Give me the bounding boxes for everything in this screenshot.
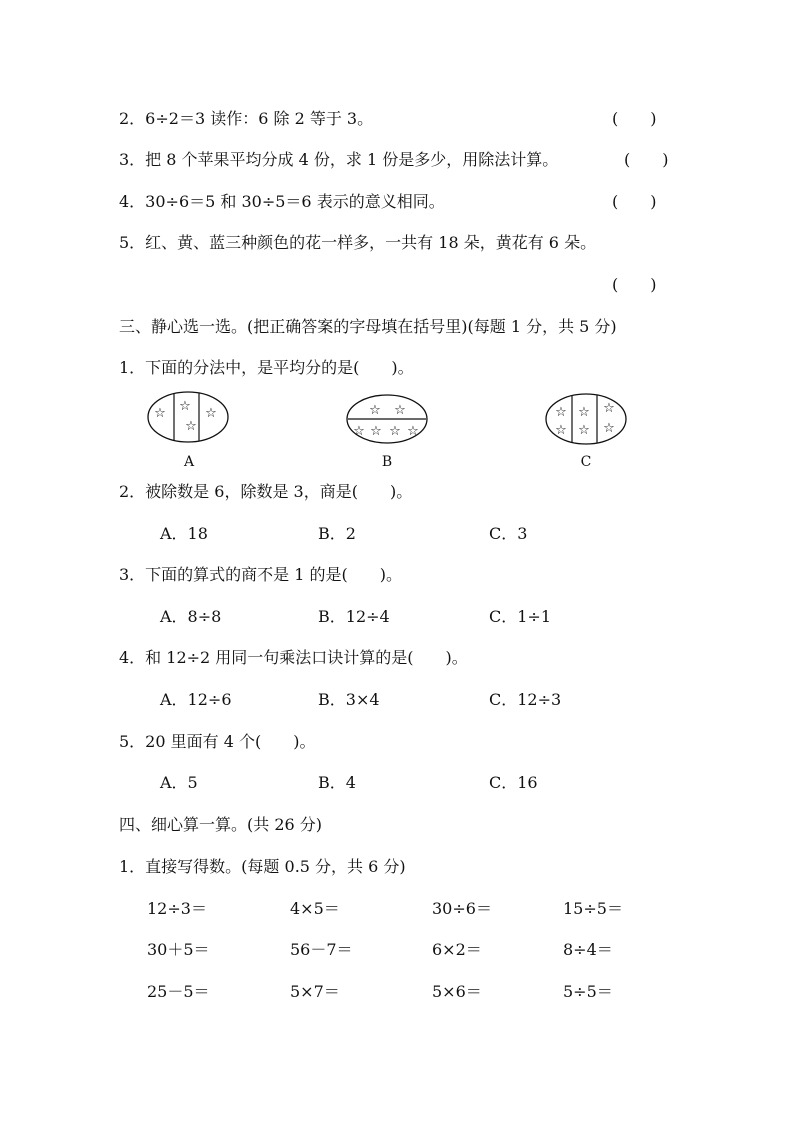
star-icon: ☆ <box>205 406 217 421</box>
star-icon: ☆ <box>407 424 419 439</box>
calc-item[interactable]: 5÷5＝ <box>563 982 613 1001</box>
option-a[interactable]: A．5 <box>160 773 198 792</box>
calc-item[interactable]: 30＋5＝ <box>147 940 210 959</box>
star-icon: ☆ <box>603 401 615 416</box>
calc-item[interactable]: 25－5＝ <box>147 982 210 1001</box>
star-icon: ☆ <box>578 405 590 420</box>
calc-item[interactable]: 5×7＝ <box>290 982 340 1001</box>
choice-q5: 5．20 里面有 4 个( )。 <box>119 732 316 751</box>
section-4-sub1: 1．直接写得数。(每题 0.5 分，共 6 分) <box>119 857 406 876</box>
calc-item[interactable]: 4×5＝ <box>290 899 340 918</box>
answer-paren-2[interactable]: ( ) <box>612 109 657 128</box>
star-icon: ☆ <box>370 424 382 439</box>
calc-item[interactable]: 5×6＝ <box>432 982 482 1001</box>
choice-q2: 2．被除数是 6，除数是 3，商是( )。 <box>119 482 413 501</box>
option-a[interactable]: A．12÷6 <box>160 690 232 709</box>
answer-paren-5[interactable]: ( ) <box>612 275 657 294</box>
star-icon: ☆ <box>179 399 191 414</box>
star-icon: ☆ <box>389 424 401 439</box>
section-4-title: 四、细心算一算。(共 26 分) <box>119 815 323 834</box>
figure-a-label: A <box>183 454 195 470</box>
calc-item[interactable]: 6×2＝ <box>432 940 482 959</box>
option-b[interactable]: B．12÷4 <box>318 607 390 626</box>
judge-item-3: 3．把 8 个苹果平均分成 4 份，求 1 份是多少，用除法计算。 <box>119 150 559 169</box>
option-c[interactable]: C．16 <box>489 773 538 792</box>
calc-item[interactable]: 56－7＝ <box>290 940 353 959</box>
option-b[interactable]: B．2 <box>318 524 356 543</box>
option-a[interactable]: A．8÷8 <box>160 607 222 626</box>
star-icon: ☆ <box>555 423 567 438</box>
star-icon: ☆ <box>154 406 166 421</box>
calc-item[interactable]: 15÷5＝ <box>563 899 623 918</box>
answer-paren-3[interactable]: ( ) <box>624 150 669 169</box>
figure-c-label: C <box>580 454 592 470</box>
option-b[interactable]: B．4 <box>318 773 356 792</box>
star-icon: ☆ <box>185 419 197 434</box>
figure-a-oval <box>146 390 230 444</box>
judge-item-2: 2．6÷2＝3 读作：6 除 2 等于 3。 <box>119 109 374 128</box>
option-c[interactable]: C．1÷1 <box>489 607 552 626</box>
star-icon: ☆ <box>369 403 381 418</box>
star-icon: ☆ <box>578 423 590 438</box>
choice-q1: 1．下面的分法中，是平均分的是( )。 <box>119 358 414 377</box>
section-3-title: 三、静心选一选。(把正确答案的字母填在括号里)(每题 1 分，共 5 分) <box>119 317 617 336</box>
figure-b-oval <box>345 393 429 445</box>
option-c[interactable]: C．3 <box>489 524 528 543</box>
option-a[interactable]: A．18 <box>160 524 208 543</box>
judge-item-5: 5．红、黄、蓝三种颜色的花一样多，一共有 18 朵，黄花有 6 朵。 <box>119 233 597 252</box>
calc-item[interactable]: 30÷6＝ <box>432 899 492 918</box>
option-b[interactable]: B．3×4 <box>318 690 380 709</box>
star-icon: ☆ <box>353 424 365 439</box>
calc-item[interactable]: 12÷3＝ <box>147 899 207 918</box>
choice-q3: 3．下面的算式的商不是 1 的是( )。 <box>119 565 403 584</box>
figure-b-label: B <box>381 454 393 470</box>
star-icon: ☆ <box>603 421 615 436</box>
judge-item-4: 4．30÷6＝5 和 30÷5＝6 表示的意义相同。 <box>119 192 445 211</box>
star-icon: ☆ <box>394 403 406 418</box>
calc-item[interactable]: 8÷4＝ <box>563 940 613 959</box>
option-c[interactable]: C．12÷3 <box>489 690 562 709</box>
star-icon: ☆ <box>555 405 567 420</box>
answer-paren-4[interactable]: ( ) <box>612 192 657 211</box>
choice-q4: 4．和 12÷2 用同一句乘法口诀计算的是( )。 <box>119 648 468 667</box>
figure-c-oval <box>544 392 628 446</box>
